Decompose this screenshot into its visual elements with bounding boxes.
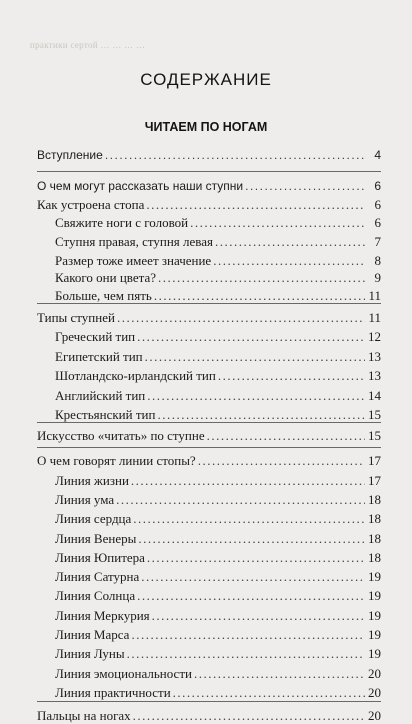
section-divider (37, 171, 381, 172)
toc-entry-title: Линия сердца (55, 511, 132, 526)
toc-entry-page: 19 (368, 627, 381, 642)
toc-entry[interactable] (37, 310, 381, 326)
toc-entry-page: 12 (368, 329, 381, 344)
dot-leader (133, 708, 365, 724)
dot-leader (116, 492, 365, 508)
dot-leader (207, 428, 365, 444)
toc-entry[interactable] (37, 550, 381, 566)
dot-leader (133, 511, 365, 527)
toc-entry-page: 6 (374, 179, 381, 193)
toc-entry-title: Линия Сатурна (55, 569, 140, 584)
toc-entry-title: Размер тоже имеет значение (55, 253, 212, 268)
dot-leader (198, 453, 365, 469)
dot-leader (141, 569, 365, 585)
dot-leader (218, 368, 365, 384)
toc-entry[interactable] (37, 349, 381, 365)
dot-leader (117, 310, 365, 326)
toc-entry-page: 6 (374, 215, 381, 230)
toc-entry-page: 11 (368, 288, 381, 303)
toc-entry[interactable] (37, 147, 381, 163)
toc-entry-title: Свяжите ноги с головой (55, 215, 189, 230)
toc-entry[interactable] (37, 428, 381, 444)
toc-entry[interactable] (37, 388, 381, 404)
toc-entry[interactable] (37, 288, 381, 304)
toc-entry-page: 18 (368, 531, 381, 546)
toc-entry-page: 14 (368, 388, 381, 403)
toc-entry-page: 18 (368, 511, 381, 526)
dot-leader (127, 646, 365, 662)
toc-entry-title: Линия ума (55, 492, 115, 507)
dot-leader (105, 147, 365, 163)
toc-entry-page: 17 (368, 473, 381, 488)
toc-entry[interactable] (37, 492, 381, 508)
toc-entry[interactable] (37, 178, 381, 194)
dot-leader (131, 473, 365, 489)
toc-entry-title: Какого они цвета? (55, 270, 157, 285)
toc-entry-title: Больше, чем пять (55, 288, 152, 303)
toc-entry-page: 17 (368, 453, 381, 468)
toc-entry[interactable] (37, 646, 381, 662)
toc-entry-page: 13 (368, 349, 381, 364)
toc-entry-title: Как устроена стопа (37, 197, 145, 212)
toc-entry-title: Греческий тип (55, 329, 136, 344)
dot-leader (245, 178, 365, 194)
toc-entry-title: Линия Солнца (55, 588, 136, 603)
toc-entry-page: 13 (368, 368, 381, 383)
toc-entry-page: 8 (374, 253, 381, 268)
toc-entry-title: Типы ступней (37, 310, 115, 325)
toc-entry-page: 18 (368, 492, 381, 507)
dot-leader (145, 349, 365, 365)
toc-entry-title: Линия Юпитера (55, 550, 145, 565)
toc-entry-page: 11 (368, 310, 381, 325)
toc-entry-page: 20 (368, 685, 381, 700)
toc-entry-title: Линия Меркурия (55, 608, 150, 623)
dot-leader (137, 329, 365, 345)
toc-entry-title: О чем говорят линии стопы? (37, 453, 196, 468)
running-header: практики сертой … … … … (30, 40, 146, 50)
dot-leader (154, 288, 365, 304)
toc-entry-page: 19 (368, 569, 381, 584)
dot-leader (194, 666, 365, 682)
dot-leader (137, 588, 365, 604)
toc-entry[interactable] (37, 329, 381, 345)
toc-entry-page: 19 (368, 608, 381, 623)
toc-entry-title: Искусство «читать» по ступне (37, 428, 205, 443)
toc-entry-page: 19 (368, 588, 381, 603)
toc-entry-title: Крестьянский тип (55, 407, 156, 422)
dot-leader (147, 388, 365, 404)
toc-entry-page: 15 (368, 428, 381, 443)
toc-entry-title: Английский тип (55, 388, 146, 403)
toc-entry-title: Линия Марса (55, 627, 130, 642)
section-divider (37, 701, 381, 702)
toc-entry-page: 4 (374, 148, 381, 162)
toc-entry[interactable] (37, 708, 381, 724)
toc-entry-title: Линия практичности (55, 685, 171, 700)
dot-leader (215, 234, 365, 250)
dot-leader (147, 550, 365, 566)
section-divider (37, 447, 381, 448)
toc-entry-title: Вступление (37, 148, 103, 162)
toc-entry-page: 18 (368, 550, 381, 565)
toc-entry[interactable] (37, 234, 381, 250)
toc-entry-title: Египетский тип (55, 349, 143, 364)
toc-entry-title: Линия жизни (55, 473, 129, 488)
toc-entry[interactable] (37, 666, 381, 682)
dot-leader (146, 197, 365, 213)
toc-entry[interactable] (37, 407, 381, 423)
toc-entry-title: Пальцы на ногах (37, 708, 131, 723)
toc-entry-page: 6 (374, 197, 381, 212)
toc-entry[interactable] (37, 215, 381, 231)
dot-leader (190, 215, 365, 231)
toc-entry-page: 20 (368, 708, 381, 723)
toc-entry-page: 7 (374, 234, 381, 249)
toc-entry-title: Шотландско-ирландский тип (55, 368, 216, 383)
toc-entry-page: 9 (374, 270, 381, 285)
toc-entry[interactable] (37, 627, 381, 643)
toc-entry-page: 19 (368, 646, 381, 661)
toc-entry[interactable] (37, 531, 381, 547)
toc-entry[interactable] (37, 473, 381, 489)
toc-entry-title: Линия эмоциональности (55, 666, 192, 681)
toc-entry-title: О чем могут рассказать наши ступни (37, 179, 244, 193)
toc-entry-page: 15 (368, 407, 381, 422)
dot-leader (138, 531, 365, 547)
toc-entry[interactable] (37, 453, 381, 469)
toc-entry[interactable] (37, 608, 381, 624)
dot-leader (131, 627, 365, 643)
toc-entry[interactable] (37, 588, 381, 604)
dot-leader (213, 253, 365, 269)
toc-entry[interactable] (37, 368, 381, 384)
toc-entry-title: Линия Луны (55, 646, 125, 661)
toc-entry[interactable] (37, 569, 381, 585)
dot-leader (152, 608, 365, 624)
dot-leader (158, 270, 365, 286)
toc-entry-title: Линия Венеры (55, 531, 137, 546)
toc-entry[interactable] (37, 253, 381, 269)
toc-entry[interactable] (37, 511, 381, 527)
toc-entry-title: Ступня правая, ступня левая (55, 234, 213, 249)
section-title: ЧИТАЕМ ПО НОГАМ (144, 120, 268, 134)
dot-leader (157, 407, 365, 423)
toc-entry-page: 20 (368, 666, 381, 681)
toc-entry[interactable] (37, 270, 381, 286)
toc-entry[interactable] (37, 197, 381, 213)
page-title: СОДЕРЖАНИЕ (140, 70, 272, 89)
